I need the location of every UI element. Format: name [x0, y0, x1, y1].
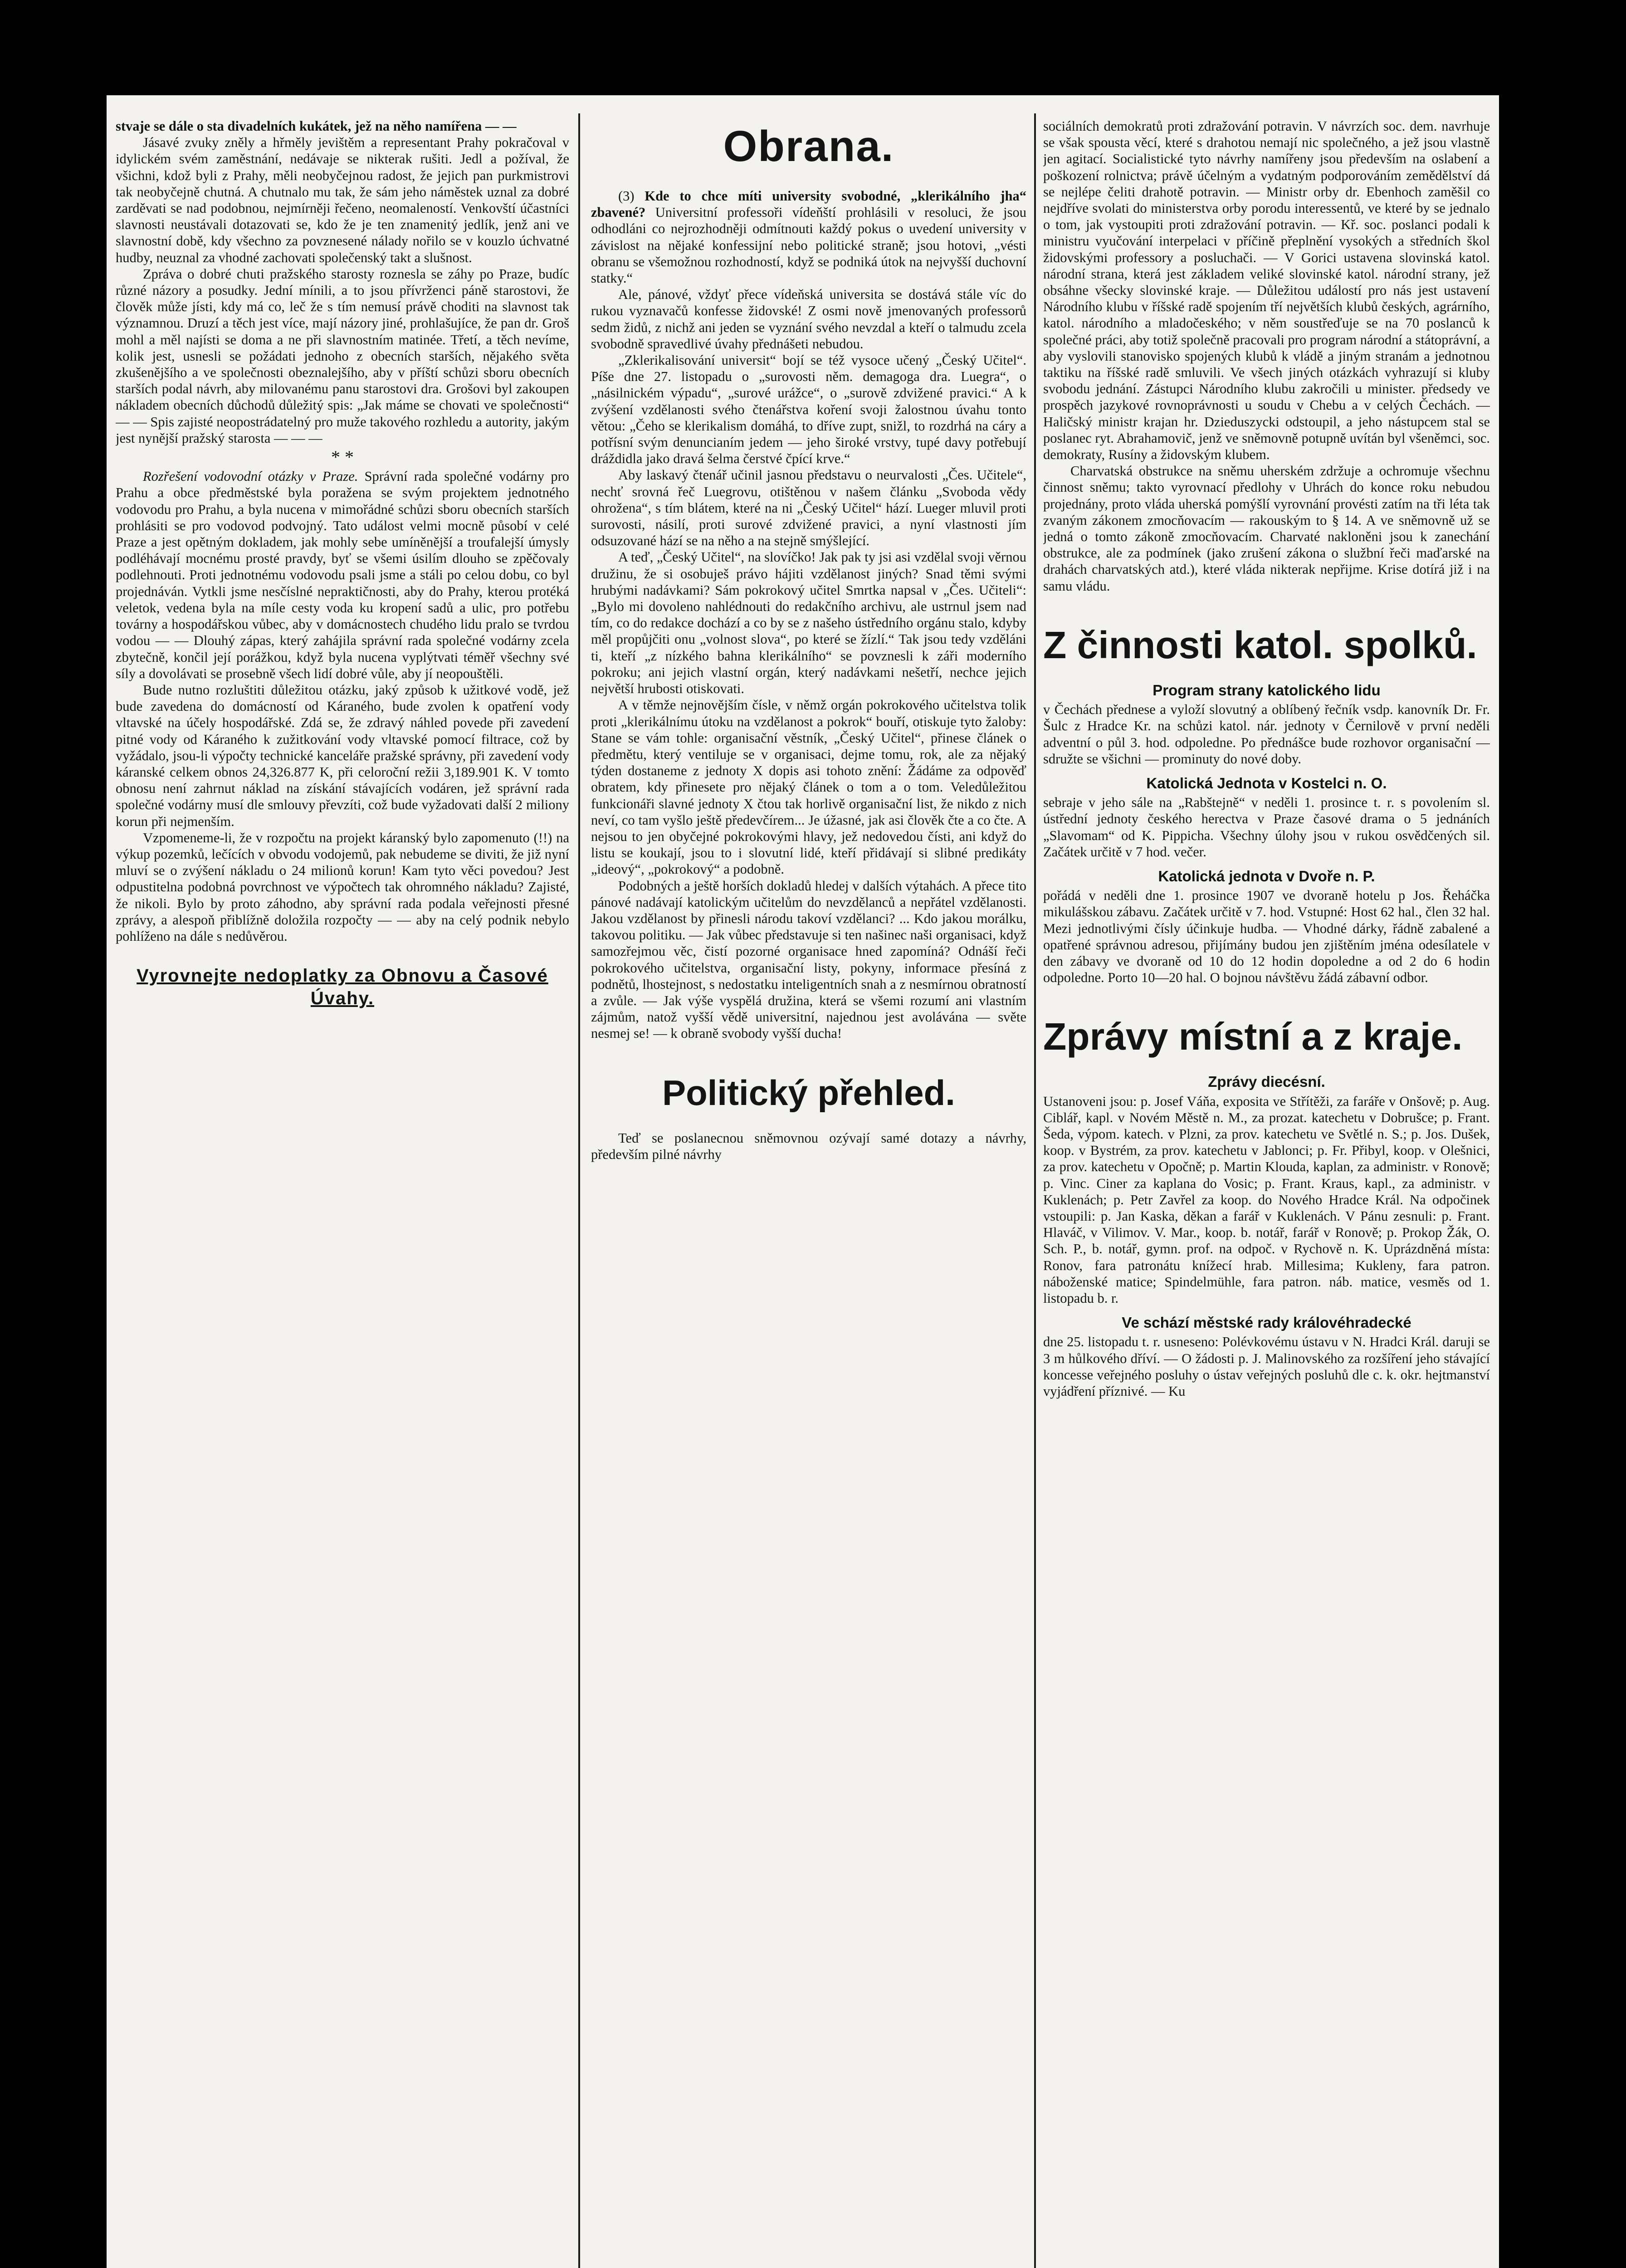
paragraph — [116, 468, 569, 682]
column-rule — [1034, 113, 1036, 2268]
column-middle — [591, 118, 1026, 2268]
paragraph: Teď se poslanecnou sněmovnou ozývají samé dotazy a návrhy, především pilné návrhy — [591, 1130, 1026, 1162]
paragraph — [591, 188, 1026, 286]
paragraph: sebraje v jeho sále na „Rabštejně“ v neděli 1. prosince t. r. s povolením sl. ústřední jednoty českého herectva v Praze časové drama o 5 jednáních „Slavomam“ od K. Pippicha. Všechny úlohy jsou v rukou osvědčených sil. Začátek určitě v 7 hod. večer. — [1043, 795, 1490, 860]
newspaper-page — [107, 95, 1499, 2268]
column-left — [116, 118, 569, 2268]
paragraph: Ustanoveni jsou: p. Josef Váňa, exposita ve Střítěži, za faráře v Onšově; p. Aug. Ciblář, kapl. v Novém Městě n. M., za prozat. katechetu v Dobrušce; p. Frant. Šeda, výpom. katech. v Plzni, za prov. katechetu ve Světlé n. S.; p. Jos. Dušek, koop. v Bystrém, za prov. katechetu v Jablonci; p. Fr. Přibyl, koop. v Olešnici, za prov. katechetu v Opočně; p. Martin Klouda, kaplan, za administr. v Ronově; p. Vinc. Ciner za kaplana do Vosic; p. Frant. Kraus, kapl., za administr. v Kuklenách; p. Petr Zavřel za koop. do Nového Hradce Král. Na odpočinek vstoupili: p. Jan Kaska, děkan a farář v Kuklenách. V Pánu zesnuli: p. Frant. Hlaváč, v Vilimov. V. Mar., koop. b. notář, farář v Ronově; p. Prokop Žák, O. Sch. P., b. notář, gymn. prof. na odpoč. v Rychově n. K. Uprázdněná místa: Ronov, fara patronátu knížecí hrab. Millesima; Kukleny, fara patron. náboženské matice; Spindelmühle, fara patron. náb. matice, vesměs od 1. listopadu b. r. — [1043, 1093, 1490, 1306]
paragraph: A teď, „Český Učitel“, na slovíčko! Jak pak ty jsi asi vzdělal svoji věrnou družinu, že si osobuješ právo hájiti vzdělanost jiných? Snad těmi svými hrubými nadávkami? Sám pokrokový učitel Smrtka napsal v „Čes. Učiteli“: „Bylo mi dovoleno nahlédnouti do redakčního archivu, ale ustrnul jsem nad tím, co do redakce dochází a co by se z našeho ústředního orgánu stalo, kdyby měl propůjčiti onu „volnost slova“, po které se žízlí.“ Tak jsou tedy vzděláni ti, kteří „z nízkého bahna klerikálního“ se povznesli k záři moderního pokroku; ani jejich vlastní orgán, který nadávkami nešetří, nechce jejich největší hrubosti otiskovati. — [591, 549, 1026, 697]
paragraph: pořádá v neděli dne 1. prosince 1907 ve dvoraně hotelu p Jos. Řeháčka mikulášskou zábavu. Začátek určitě v 7. hod. Vstupné: Host 62 hal., člen 32 hal. Mezi jednotlivými čísly účinkuje hudba. — Vhodné dárky, řádně zabalené a opatřené správnou adresou, přijímány budou jen zjištěním jména odesílatele v den zábavy ve dvoraně od 10 do 12 hodin dopoledne a od 2 do 6 hodin odpoledne. Porto 10—20 hal. O bojnou návštěvu žádá zábavní odbor. — [1043, 888, 1490, 986]
subheading: Katolická Jednota v Kostelci n. O. — [1146, 774, 1387, 792]
paragraph: Aby laskavý čtenář učinil jasnou představu o neurvalosti „Čes. Učitele“, nechť srovná řeč Luegrovu, otištěnou v našem článku „Svoboda vědy ohrožena“, s tím blátem, které na ni „Český Učitel“ hází. Lueger mluvil proti surovosti, násilí, proti surové zdvižené pravici, a nyní vlastnosti jím odsuzované hází se na něho a na stejně smýšlející. — [591, 467, 1026, 549]
paragraph: Jásavé zvuky zněly a hřměly jevištěm a representant Prahy pokračoval v idylickém svém zaměstnání, nedávaje se nikterak rušiti. Jedl a požíval, že všichni, kdož byli z Prahy, měli neobyčejnou radost, že jejich pan purkmistrovi tak neobyčejně chutná. A chutnalo mu tak, že sám jeho náměstek uznal za dobré zarděvati se nad podobnou, nejmírněji řečeno, neomaleností. Venkovští účastníci slavnosti neustávali dotazovati se, kdo že je ten znamenitý jedlík, jenž ani ve slavnostní době, kdy všechno za povznesené nálady nořilo se v kouzlo úchvatné hudby, neuznal za vhodné zachovati společenský takt a slušnost. — [116, 135, 569, 265]
section-heading-local: Zprávy místní a z kraje. — [1043, 1015, 1463, 1058]
masthead-title: Obrana. — [723, 122, 894, 171]
paragraph: Podobných a ještě horších dokladů hledej v dalších výtahách. A přece tito pánové nadávají katolickým učitelům do nevzdělanců a nepřátel vzdělanosti. Jakou vzdělanost by přinesli národu takoví vzdělanci? ... Kdo jakou morálku, takovou politiku. — Jak vůbec představuje si ten našinec naši organisaci, když samozřejmou věc, čistí pozorné organisace hned zapomíná? Odnáší řeči pokrokového učitelstva, organisační listy, pokyny, informace přesíná z podnětů, lhostejnost, s nedostatku inteligentních snah a z nesmírnou obratností a zvůle. — Jak výše vyspělá družina, která se všemi rozumí ani vlastním zájmům, natož vyšší vědě universitní, najednou jest avolávána — světe nesmej se! — k obraně svobody vyšší ducha! — [591, 878, 1026, 1041]
paragraph: Ale, pánové, vždyť přece vídeňská universita se dostává stále víc do rukou vyznavačů konfesse židovské! Z osmi nově jmenovaných professorů sedm židů, z nichž ani jeden se vyznání svého nevzdal a kteří o talmudu zcela svobodně spravedlivé úvahy přednášeti nebudou. — [591, 287, 1026, 352]
subheading: Ve schází městské rady královéhradecké — [1122, 1314, 1411, 1331]
article-lead: Rozřešení vodovodní otázky v Praze. — [143, 469, 358, 484]
subscription-notice: Vyrovnejte nedoplatky za Obnovu a Časové Úvahy. — [137, 966, 548, 1009]
section-heading-clubs: Z činnosti katol. spolků. — [1043, 623, 1477, 666]
paragraph: Zpráva o dobré chuti pražského starosty roznesla se záhy po Praze, budíc různé názory a posudky. Jední mínili, a to jsou přívrženci páně starostovi, že člověk může jísti, kdy má co, leč že s tím nemusí právě choditi na slavnost tak významnou. Druzí a těch jest více, mají názory jiné, prohlašujíce, že pan dr. Groš mohl a měl najísti se doma a ne při slavnostním matinée. Třetí, a těch nevíme, kolik jest, usnesli se požádati jednoho z obecních starších, nějakého světa zkušenějšího a ve společnosti obeznalejšího, aby v příští schůzi sboru obecních starších podal návrh, aby milovanému panu starostovi dra. Grošovi byl zakoupen nákladem obecních důchodů důležitý spis: „Jak máme se chovati ve společnosti“ — — Spis zajisté neopostrádatelný pro muže takového rozhledu a autority, jakým jest nynější pražský starosta — — — — [116, 266, 569, 446]
paragraph: Bude nutno rozluštiti důležitou otázku, jaký způsob k užitkové vodě, jež bude zavedena do domácností od Káraného, bude zvolen k opatření vody vltavské na účely hospodářské. Zdá se, že zdravý náhled povede při zavedení pitné vody od Káraného k zužitkování vody vltavské pomocí filtrace, což by vyžádalo, jsou-li výpočty technické kanceláře pražské správny, při zavedení vody káranské celkem obnos 24,326.877 K, při celoroční režii 3,189.901 K. V tomto obnosu není zahrnut náklad na získání stávajících vodáren, jež správní rada společné vodárny musí dle smlouvy převzíti, což bude vyžadovati další 2 miliony korun při nejmenším. — [116, 682, 569, 829]
article-text: Správní rada společné vodárny pro Prahu a obce předměstské byla poražena se svým projektem jednotného vodovodu pro Prahu, a byla nucena v mimořádné schůzi sboru obecních starších prohlásiti se pro vodovod podvojný. Tato událost velmi mocně působí v celé Praze a jest opětným dokladem, jak mohly sebe umíněnější a troufalejší úmysly podléhávají mocnému prosté pravdy, byť se všemi úsilím dlouho se zpěčovaly podlehnouti. Proti jednotnému vodovodu psali jsme a stáli po celou dobu, co byl projednáván. Vytkli jsme nesčíslné nepraktičnosti, aby do Prahy, kterou protéká veletok, vedena byla na míle cesty voda ku kropení sadů a ulic, pro potřebu továrny a hospodářskou vůbec, aby v domácnostech chudého lidu pralo se tvrdou vodou — — Dlouhý zápas, který zahájila správní rada společné vodárny zcela zbytečně, končil její porážkou, když byla nucena vyplýtvati téměř všechny své síly a dovolávati se prosebně všech lidí dobré vůle, aby jí neopouštěli. — [116, 469, 569, 681]
subheading: Katolická jednota v Dvoře n. P. — [1158, 867, 1375, 885]
paragraph: A v těmže nejnovějším čísle, v němž orgán pokrokového učitelstva tolik proti „klerikálnímu útoku na vzdělanost a pokrok“ bouří, otiskuje tyto žaloby: Stane se vám tohle: organisační věstník, „Český Učitel“, přinese článek o předmětu, který ventiluje se v organisaci, dejme tomu, rok, ale za nějaký týden dostaneme z jednoty X dopis asi tohoto znění: Žádáme za odpověď obratem, kdy přinesete pro nějaký článek o tom a o tom. Veledůležitou funkcionáři slavné jednoty X čtou tak horlivě organisační list, že nikdo z nich neví, co tam vyšlo ještě předevčírem... Je úžasné, jak asi člověk čte a co čte. A nejsou to jen obyčejné pokrokovými hlavy, jež nedovedou čísti, ani když do listu se koukají, jsou to i slovutní lidé, kteří přidávají si slibné predikáty „ideový“, „pokrokový“ a podobně. — [591, 697, 1026, 877]
column-rule — [578, 113, 580, 2268]
subheading: Zprávy diecésní. — [1208, 1073, 1325, 1090]
paragraph: sociálních demokratů proti zdražování potravin. V návrzích soc. dem. navrhuje se však spousta věcí, které s drahotou nemají nic společného, a jež jsou vlastně jen agitací. Socialistické tyto návrhy namířeny jsou především na oslabení a poškození rolnictva; právě účelným a vydatným podporováním zemědělství dá se nejlépe čeliti drahotě potravin. — Ministr orby dr. Ebenhoch zaměšil co nejdříve svolati do ministerstva orby porodu interessentů, ve které by se jednalo o tom, jak vystoupiti proti zdražování potravin. — Kř. soc. poslanci podali k ministru vyučování interpelaci v příčině přeplnění vysokých a středních škol židovskými professory a posluchači. — V Gorici ustavena slovinská katol. národní strana, která jest základem veliké slovinské katol. národní strany, jež obsáhne všecky slovinské kraje. — Důležitou událostí pro nás jest ustavení Národního klubu v říšské radě spojením tří největších klubů českých, agrárního, katol. národního a mladočeského; v něm soustřeďuje se na 70 poslanců k společné práci, aby totiž společně pracovali pro program národní a státoprávní, a aby vyslovili stanovisko spojených klubů k vládě a jiným stranám a jednotnou taktiku na říšské radě smluvili. Ve všech jiných otázkách vyhrazují si kluby svobodu jednání. Zástupci Národního klubu zakročili u minister. předsedy ve prospěch jazykové rovnoprávnosti u soudu v Chebu a v celých Čechách. — Haličský ministr krajan hr. Dzieduszycki odstoupil, a jeho nástupcem stal se poslanec ryt. Abrahamovič, jenž ve sněmovně potupně uvítán byl všeněmci, soc. demokraty, Rusíny a židovským klubem. — [1043, 118, 1490, 463]
paragraph: v Čechách přednese a vyloží slovutný a oblíbený řečník vsdp. kanovník Dr. Fr. Šulc z Hradce Kr. na schůzi katol. nár. jednoty v Černilově v první neděli adventní o půl 3. hod. odpoledne. Po přednášce bude rozhovor organisační — sdružte se všichni — prominuty do nové doby. — [1043, 702, 1490, 767]
paragraph: „Zklerikalisování universit“ bojí se též vysoce učený „Český Učitel“. Píše dne 27. listopadu o „surovosti něm. demagoga dra. Luegra“, o „násilnickém výpadu“, „surové urážce“, o „surově zdvižené pravici.“ A k zvýšení vzdělanosti svého čtenářstva koření svoji žalostnou úvahu tonto větou: „Čeho se klerikalism domáhá, to dříve zupt, snižl, to rozdrhá na cáry a potřísní svým denuncianím jedem — jeho široké vrstvy, tupé davy potřebují dráždidla jako dravá šelma čerstvé čpící krve.“ — [591, 352, 1026, 467]
paragraph: stvaje se dále o sta divadelních kukátek, jež na něho namířena — — — [116, 118, 517, 134]
paragraph: dne 25. listopadu t. r. usneseno: Polévkovému ústavu v N. Hradci Král. daruji se 3 m hůlkového dříví. — O žádosti p. J. Malinovského za rozšíření jeho stávající koncesse veřejného posluhy o ústav veřejných posluhů dle c. k. okr. hejtmanství vyjádření příznivé. — Ku — [1043, 1334, 1490, 1399]
paragraph: Vzpomeneme-li, že v rozpočtu na projekt káranský bylo zapomenuto (!!) na výkup pozemků, lečících v obvodu vodojemů, pak nebudeme se diviti, že již nyní mluví se o zvýšení nákladu o 24 milionů korun! Kam tyto věci povedou? Jest odpustitelna podobná povrchnost ve výpočtech tak ohromného nákladu? Zajisté, že nikoli. Bylo by proto záhodno, aby správní rada podala veřejnosti přesné zprávy, a alespoň přiblížně doložila rozpočty — — aby na celý podnik nebylo pohlíženo na dále s nedůvěrou. — [116, 830, 569, 944]
column-right — [1043, 118, 1490, 2268]
paragraph: Charvatská obstrukce na sněmu uherském zdržuje a ochromuje všechnu činnost sněmu; takto vyrovnací předlohy v Uhrách do konce roku nebudou projednány, proto vláda uherská pomýšlí vyrovnání provésti zatím na tři léta tak zvaným zákonem zmocňovacím — rakouským to § 14. A ve sněmovně už se jedná o tomto zákoně zmocňovacím. Charvaté nakloněni jsou k zanechání obstrukce, ale za podmínek (jako zrušení zákona o službní řeči maďarské na drahách charvatských atd.), které vláda nikterak nepřijme. Krise dotírá již i na samu vládu. — [1043, 463, 1490, 594]
section-heading-politics: Politický přehled. — [662, 1072, 955, 1113]
article-number: (3) — [618, 188, 635, 204]
article-text: Universitní professoři vídeňští prohlásili v resoluci, že jsou odhodláni co nejrozhodněji odmítnouti každý pokus o uvedení university v závislost na nějaké konfessijní nebo politické straně; jsou hotovi, „vésti obranu se všemožnou rozhodností, když se podniká útok na nejvyšší duchovní statky.“ — [591, 205, 1026, 286]
article-headline: Kde to chce míti university svobodné, „klerikálního jha“ zbavené? — [591, 188, 1026, 220]
section-separator: * * — [331, 447, 354, 468]
subheading: Program strany katolického lidu — [1152, 681, 1381, 699]
